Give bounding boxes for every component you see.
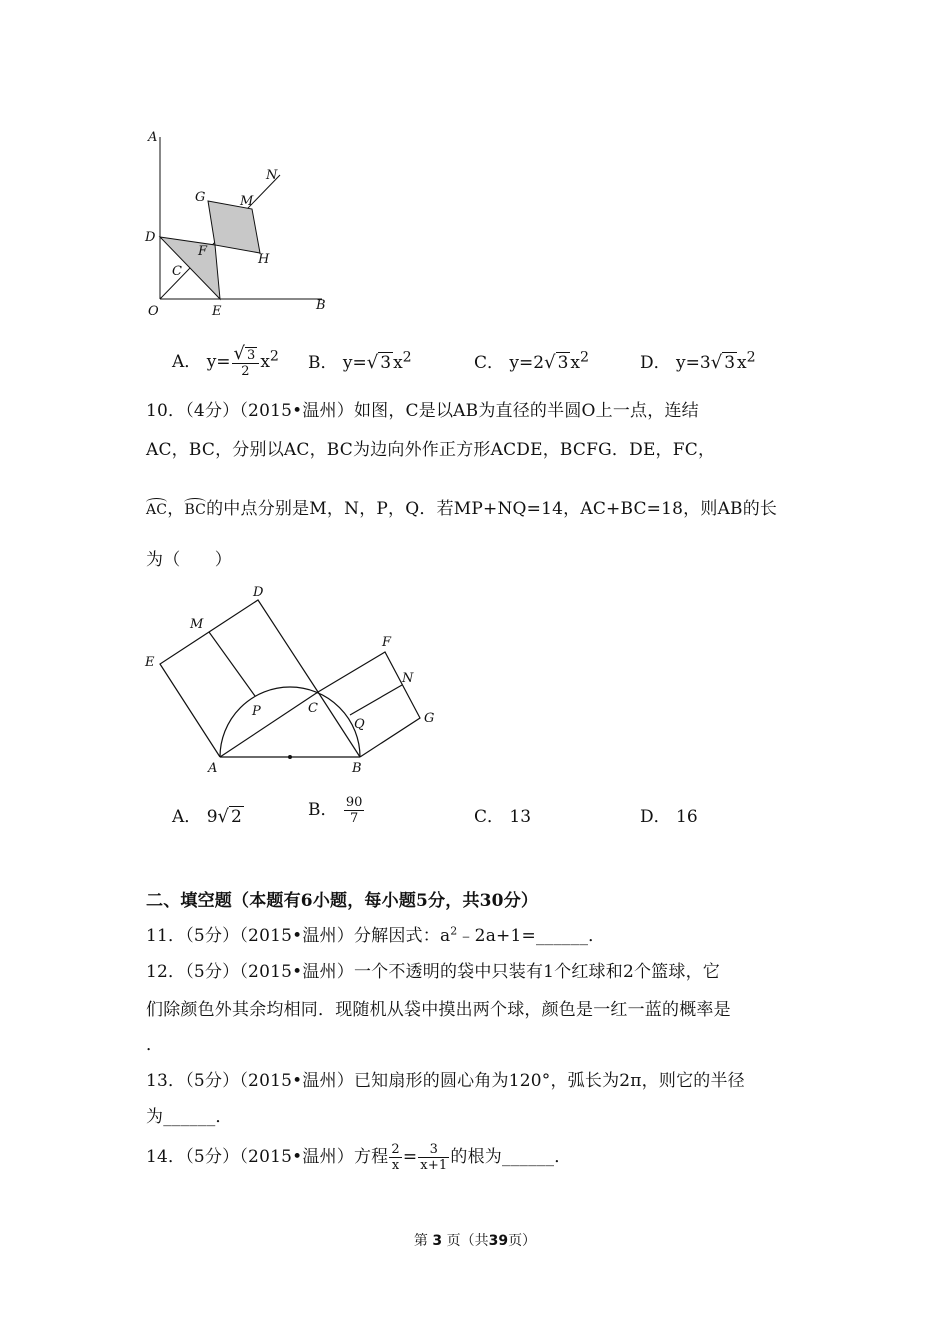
fig1-label-F: F	[198, 244, 208, 259]
fig2-label-N: N	[402, 671, 414, 686]
arc-ac: AC	[146, 498, 167, 518]
q14	[146, 1142, 571, 1173]
separator: ，	[167, 499, 185, 519]
fraction-denominator: x+1	[420, 1158, 448, 1173]
figure-1-drawing	[160, 137, 322, 299]
exponent: 2	[269, 348, 279, 365]
radicand: 3	[724, 353, 736, 373]
footer-total-pages: 39	[488, 1233, 509, 1249]
fig2-label-C: C	[308, 701, 318, 716]
variable: x	[393, 353, 403, 373]
option-lhs: y=3	[676, 353, 711, 373]
q10-line-3	[146, 494, 777, 519]
fraction-numerator: 3	[418, 1142, 449, 1158]
radical-sign-icon: √	[366, 352, 379, 373]
q9-option-a[interactable]	[172, 343, 279, 379]
fig1-label-H: H	[258, 252, 270, 267]
option-prefix: B．	[308, 353, 338, 373]
q11-rest: ﹣2a+1=______．	[457, 926, 606, 946]
option-prefix: C．	[474, 807, 505, 827]
fig2-label-Q: Q	[354, 717, 365, 732]
fig1-label-B: B	[316, 298, 326, 313]
radicand: 3	[380, 353, 392, 373]
footer-page-number: 3	[432, 1233, 443, 1249]
variable: x	[737, 353, 747, 373]
exponent: 2	[450, 924, 458, 938]
option-lhs: y=	[342, 353, 367, 373]
center-point-icon	[288, 755, 292, 759]
q14-text: 14．（5分）（2015•温州）方程	[146, 1147, 389, 1167]
fraction-denominator: 7	[350, 811, 359, 826]
option-prefix: A．	[172, 807, 202, 827]
option-prefix: D．	[640, 353, 671, 373]
q11	[146, 921, 605, 946]
fig1-label-A: A	[148, 130, 158, 145]
fig2-label-M: M	[190, 617, 204, 632]
coefficient: 9	[206, 807, 218, 827]
exponent: 2	[580, 349, 590, 366]
option-lhs: y=2	[509, 353, 545, 373]
q10-line-4: 为（ ）	[146, 550, 232, 570]
fig2-label-D: D	[253, 585, 264, 600]
radical-sign-icon: √	[217, 806, 229, 827]
option-prefix: B．	[308, 800, 338, 820]
fig2-label-G: G	[424, 711, 435, 726]
fig1-label-O: O	[148, 304, 159, 319]
q10-line-3-rest: 的中点分别是M，N，P，Q．若MP+NQ=14，AC+BC=18，则AB的长	[206, 499, 778, 519]
q13-line-2: 为______．	[146, 1107, 233, 1127]
fig2-label-F: F	[382, 635, 392, 650]
q10-line-1: 10．（4分）（2015•温州）如图，C是以AB为直径的半圆O上一点，连结	[146, 401, 699, 421]
q13-line-1: 13．（5分）（2015•温州）已知扇形的圆心角为120°，弧长为2π，则它的半径	[146, 1071, 745, 1091]
option-value: 13	[509, 807, 532, 827]
footer-pre: 第	[413, 1233, 428, 1249]
radical-sign-icon: √	[544, 352, 556, 373]
q12-line-2: 们除颜色外其余均相同．现随机从袋中摸出两个球，颜色是一红一蓝的概率是	[146, 1000, 731, 1020]
figure-2	[140, 580, 450, 780]
q10-line-2: AC，BC，分别以AC，BC为边向外作正方形ACDE，BCFG．DE，FC，	[146, 440, 716, 460]
fraction-2	[418, 1142, 449, 1173]
q10-option-a[interactable]	[172, 802, 244, 827]
fig1-label-D: D	[145, 230, 156, 245]
fig1-label-M: M	[240, 194, 254, 209]
exponent: 2	[746, 349, 756, 366]
equals: =	[402, 1147, 418, 1167]
q12-line-1: 12．（5分）（2015•温州）一个不透明的袋中只装有1个红球和2个篮球，它	[146, 962, 720, 982]
radicand: 3	[557, 353, 569, 373]
figure-1	[140, 125, 340, 325]
fraction-numerator: 2	[391, 1142, 400, 1157]
option-value: 16	[676, 807, 698, 827]
q12-line-3: ．	[146, 1035, 164, 1055]
fraction	[344, 795, 365, 826]
q14-rest: 的根为______．	[450, 1147, 572, 1167]
option-prefix: A．	[172, 352, 202, 372]
variable: x	[570, 353, 580, 373]
radicand: 2	[231, 807, 242, 827]
fraction	[232, 343, 260, 379]
footer-mid: 页（共	[446, 1233, 489, 1249]
exponent: 2	[402, 349, 412, 366]
fraction-numerator: 90	[345, 795, 363, 810]
radicand: 3	[247, 348, 256, 363]
q9-option-b[interactable]	[308, 348, 412, 373]
fraction-numerator	[232, 343, 260, 364]
fig1-label-N: N	[266, 168, 278, 183]
fraction-denominator: 2	[241, 364, 250, 379]
option-prefix: C．	[474, 353, 505, 373]
q10-option-c[interactable]	[474, 802, 531, 827]
fig2-label-B: B	[352, 761, 362, 776]
footer-post: 页）	[508, 1233, 537, 1249]
fig2-label-A: A	[208, 761, 218, 776]
fig1-label-C: C	[172, 264, 182, 279]
fig2-label-P: P	[252, 704, 261, 719]
page-footer	[0, 1230, 950, 1250]
arc-bc: BC	[184, 498, 206, 518]
q9-option-d[interactable]	[640, 348, 756, 373]
q9-option-c[interactable]	[474, 348, 589, 373]
option-lhs: y=	[206, 352, 231, 372]
option-prefix: D．	[640, 807, 671, 827]
variable: x	[260, 352, 270, 372]
q11-text: 11．（5分）（2015•温州）分解因式：a	[146, 926, 451, 946]
fig2-label-E: E	[145, 655, 155, 670]
radical-sign-icon: √	[710, 352, 723, 373]
q10-option-b[interactable]	[308, 795, 365, 826]
fraction-denominator: x	[391, 1158, 400, 1173]
radical-sign-icon: √	[233, 343, 246, 364]
section-2-title: 二、填空题（本题有6小题，每小题5分，共30分）	[146, 891, 539, 911]
fraction-1	[389, 1142, 401, 1173]
fig1-label-G: G	[195, 190, 206, 205]
fig1-label-E: E	[212, 304, 222, 319]
q10-option-d[interactable]	[640, 802, 698, 827]
